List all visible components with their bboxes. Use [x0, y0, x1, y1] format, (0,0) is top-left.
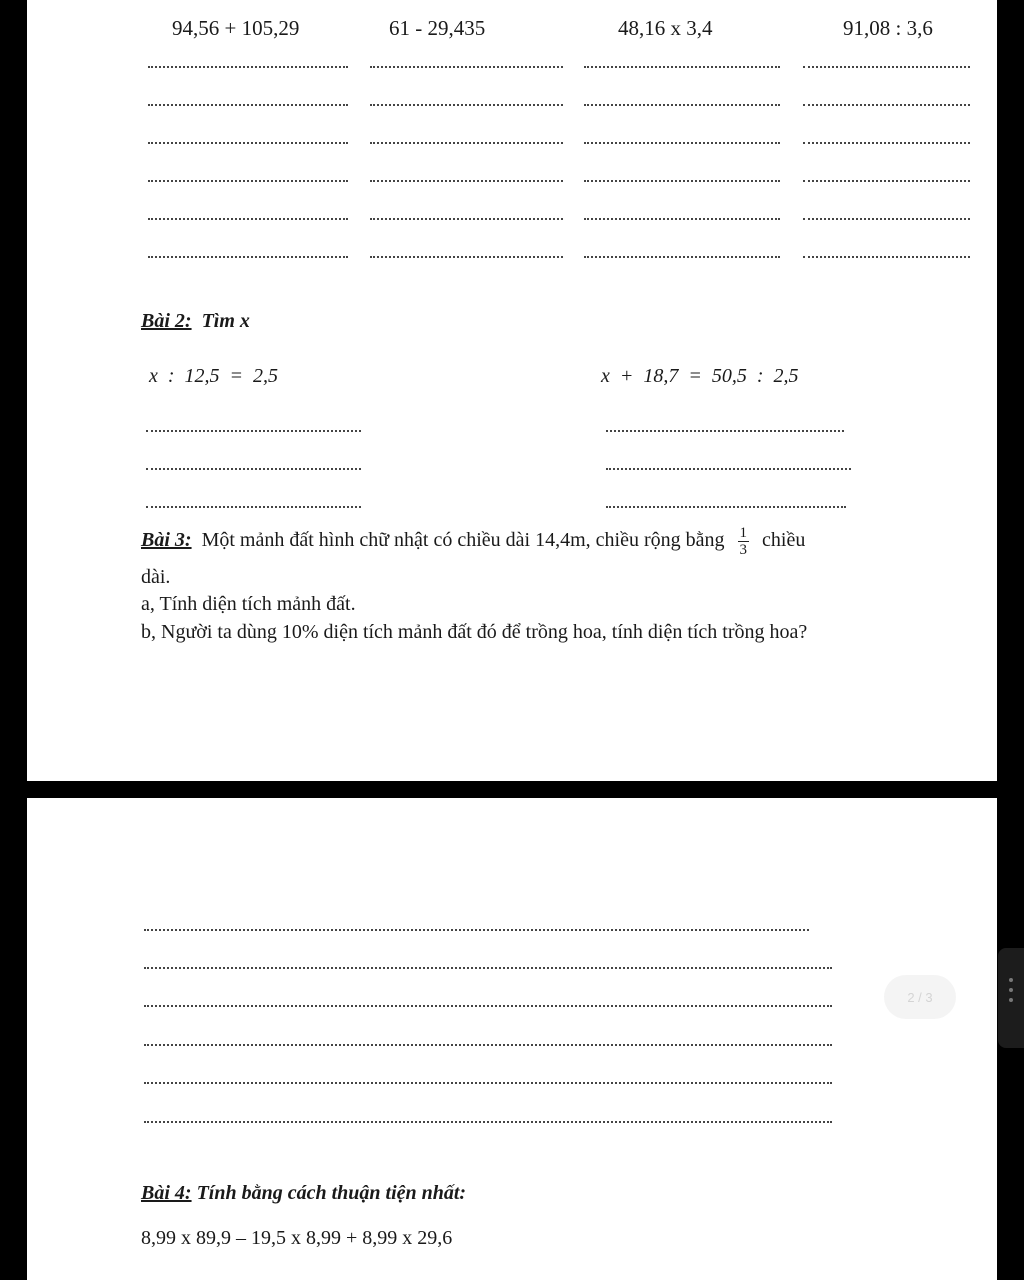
bai2-title: Tìm x: [201, 310, 250, 332]
grip-dot-icon: [1009, 988, 1013, 992]
bai1-expression-3: 48,16 x 3,4: [618, 16, 713, 40]
answer-dotted-line: [146, 468, 361, 470]
answer-dotted-line: [370, 66, 563, 68]
answer-dotted-line: [584, 218, 780, 220]
answer-dotted-line: [370, 256, 563, 258]
bai1-expression-2: 61 - 29,435: [389, 16, 486, 40]
answer-dotted-line: [584, 256, 780, 258]
answer-dotted-line: [148, 142, 348, 144]
answer-dotted-line: [148, 104, 348, 106]
answer-dotted-line: [370, 180, 563, 182]
document-page-1: [27, 0, 997, 781]
bai2-equation-1: x : 12,5 = 2,5: [149, 365, 279, 387]
answer-dotted-line: [148, 66, 348, 68]
fraction-one-third: [738, 525, 750, 558]
answer-dotted-line: [144, 967, 832, 969]
answer-dotted-line: [370, 142, 563, 144]
bai3-part-b: b, Người ta dùng 10% diện tích mảnh đất đó để trồng hoa, tính diện tích trồng hoa?: [141, 621, 808, 643]
answer-dotted-line: [606, 468, 851, 470]
bai3-text-end: chiều: [762, 529, 806, 552]
grip-dot-icon: [1009, 998, 1013, 1002]
bai1-expression-4: 91,08 : 3,6: [843, 16, 933, 40]
answer-dotted-line: [144, 929, 809, 931]
bai3-part-a: a, Tính diện tích mảnh đất.: [141, 593, 356, 615]
answer-dotted-line: [803, 66, 970, 68]
bai4-label: Bài 4:: [141, 1182, 192, 1204]
answer-dotted-line: [148, 180, 348, 182]
fraction-numerator: 1: [739, 525, 748, 541]
fraction-denominator: 3: [739, 542, 748, 558]
bai4-expression: 8,99 x 89,9 – 19,5 x 8,99 + 8,99 x 29,6: [141, 1227, 453, 1249]
page-indicator: 2 / 3: [884, 975, 956, 1019]
bai2-heading: [141, 310, 250, 333]
answer-dotted-line: [803, 256, 970, 258]
bai3-text: Một mảnh đất hình chữ nhật có chiều dài 14,4m, chiều rộng bằng: [201, 529, 725, 552]
bai2-label: Bài 2:: [141, 310, 192, 332]
answer-dotted-line: [606, 430, 844, 432]
answer-dotted-line: [144, 1121, 832, 1123]
scroll-handle[interactable]: [998, 948, 1024, 1048]
bai2-equation-2: x + 18,7 = 50,5 : 2,5: [601, 365, 799, 387]
answer-dotted-line: [148, 218, 348, 220]
answer-dotted-line: [584, 104, 780, 106]
answer-dotted-line: [148, 256, 348, 258]
answer-dotted-line: [606, 506, 846, 508]
bai1-expression-1: 94,56 + 105,29: [172, 16, 300, 40]
answer-dotted-line: [146, 506, 361, 508]
answer-dotted-line: [584, 142, 780, 144]
answer-dotted-line: [584, 66, 780, 68]
answer-dotted-line: [146, 430, 361, 432]
answer-dotted-line: [370, 218, 563, 220]
bai3-problem-line-1: [141, 525, 805, 558]
answer-dotted-line: [803, 104, 970, 106]
bai4-heading: [141, 1182, 466, 1205]
document-page-2: [27, 798, 997, 1280]
answer-dotted-line: [803, 142, 970, 144]
answer-dotted-line: [144, 1005, 832, 1007]
answer-dotted-line: [803, 180, 970, 182]
answer-dotted-line: [803, 218, 970, 220]
bai4-title: Tính bằng cách thuận tiện nhất:: [196, 1182, 467, 1204]
answer-dotted-line: [370, 104, 563, 106]
answer-dotted-line: [144, 1082, 832, 1084]
grip-dot-icon: [1009, 978, 1013, 982]
bai3-problem-line-2: dài.: [141, 566, 171, 588]
bai3-label: Bài 3:: [141, 529, 192, 552]
answer-dotted-line: [144, 1044, 832, 1046]
answer-dotted-line: [584, 180, 780, 182]
